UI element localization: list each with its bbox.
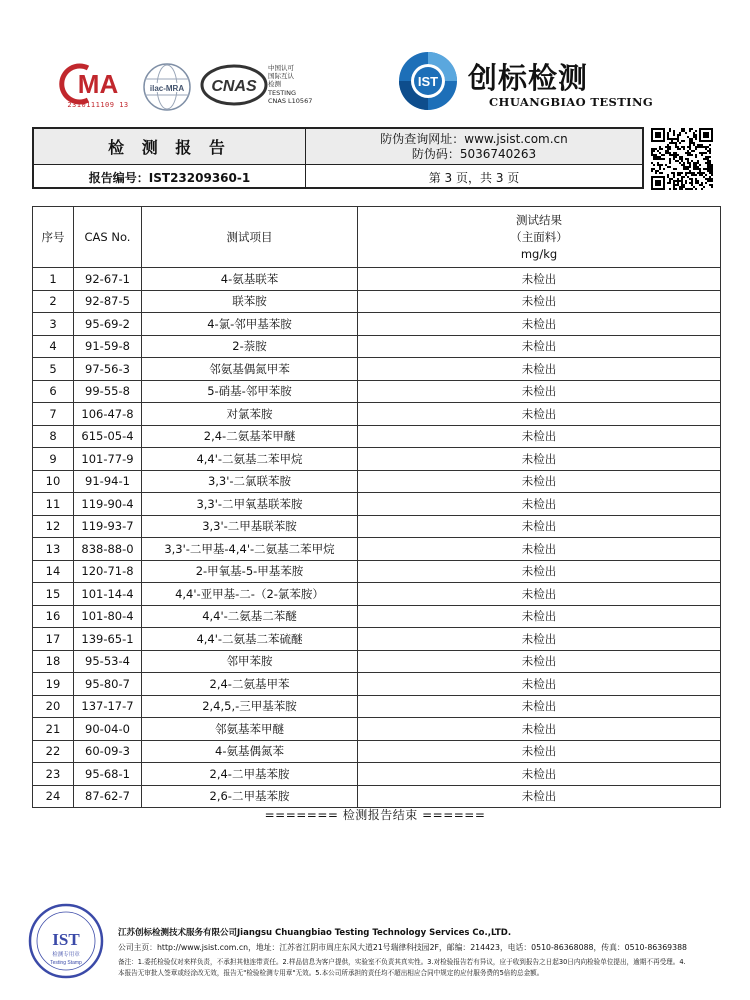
ilac-mra-logo (142, 62, 192, 112)
cell-cas: 95-69-2 (74, 313, 142, 336)
table-row (33, 628, 721, 651)
cell-cas: 101-80-4 (74, 605, 142, 628)
page-info: 第 3 页，共 3 页 (428, 170, 520, 185)
cell-result: 未检出 (358, 313, 721, 336)
cell-cas: 91-59-8 (74, 335, 142, 358)
cell-result: 未检出 (358, 538, 721, 561)
cell-no: 7 (33, 403, 74, 426)
table-row (33, 403, 721, 426)
cell-result: 未检出 (358, 605, 721, 628)
table-row (33, 560, 721, 583)
cell-item: 邻氨基苯甲醚 (142, 718, 358, 741)
verification-info (306, 129, 642, 165)
header-cas: CAS No. (74, 207, 142, 268)
cell-no: 10 (33, 470, 74, 493)
table-row (33, 358, 721, 381)
cell-cas: 99-55-8 (74, 380, 142, 403)
cell-item: 4,4'-二氨基二苯甲烷 (142, 448, 358, 471)
brand-name-en: CHUANGBIAO TESTING (489, 95, 654, 109)
cell-no: 12 (33, 515, 74, 538)
cell-no: 2 (33, 290, 74, 313)
cell-no: 9 (33, 448, 74, 471)
cell-item: 2-甲氧基-5-甲基苯胺 (142, 560, 358, 583)
cell-cas: 91-94-1 (74, 470, 142, 493)
report-end-marker: ======= 检测报告结束 ====== (264, 808, 486, 822)
report-header-box (32, 127, 644, 189)
header-result: 测试结果 （主面料） mg/kg (358, 207, 721, 268)
svg-text:Testing Stamp: Testing Stamp (50, 960, 82, 966)
cell-result: 未检出 (358, 718, 721, 741)
cell-item: 邻氨基偶氮甲苯 (142, 358, 358, 381)
cell-cas: 615-05-4 (74, 425, 142, 448)
cell-no: 3 (33, 313, 74, 336)
cell-result: 未检出 (358, 268, 721, 291)
header-no: 序号 (33, 207, 74, 268)
cell-result: 未检出 (358, 695, 721, 718)
cell-no: 14 (33, 560, 74, 583)
table-row (33, 493, 721, 516)
brand-name-cn: 创标检测 (468, 61, 589, 95)
table-row (33, 515, 721, 538)
cell-item: 2,4-二氨基甲苯 (142, 673, 358, 696)
svg-text:检测专用章: 检测专用章 (52, 952, 80, 958)
cell-no: 16 (33, 605, 74, 628)
header-item: 测试项目 (142, 207, 358, 268)
table-row (33, 538, 721, 561)
cell-result: 未检出 (358, 470, 721, 493)
report-title: 检 测 报 告 (34, 129, 306, 165)
cell-item: 3,3'-二甲基联苯胺 (142, 515, 358, 538)
cell-result: 未检出 (358, 403, 721, 426)
cell-result: 未检出 (358, 335, 721, 358)
cell-result: 未检出 (358, 448, 721, 471)
cell-item: 对氯苯胺 (142, 403, 358, 426)
footer-note-line1: 备注：1.委托检验仅对来样负责，不承担其他连带责任。2.样品信息为客户提供，实验室不负责其真实性。3.对检验报告若有异议，应于收到报告之日起30日内向检验单位提出，逾期不再受理。4. (118, 958, 686, 966)
table-row (33, 313, 721, 336)
cell-item: 4,4'-二氨基二苯硫醚 (142, 628, 358, 651)
table-row (33, 605, 721, 628)
cell-no: 13 (33, 538, 74, 561)
cell-cas: 137-17-7 (74, 695, 142, 718)
cell-no: 21 (33, 718, 74, 741)
cell-result: 未检出 (358, 493, 721, 516)
cell-cas: 95-53-4 (74, 650, 142, 673)
company-seal-icon (28, 903, 104, 979)
cnas-logo (200, 64, 268, 106)
cell-item: 3,3'-二氯联苯胺 (142, 470, 358, 493)
cell-no: 17 (33, 628, 74, 651)
table-row (33, 470, 721, 493)
table-row (33, 673, 721, 696)
cell-no: 22 (33, 740, 74, 763)
table-row (33, 583, 721, 606)
svg-text:IST: IST (417, 74, 439, 89)
svg-text:ilac-MRA: ilac-MRA (149, 84, 185, 93)
cnas-accreditation-text: 中国认可 国际互认 检测 TESTING CNAS L10567 (268, 64, 313, 105)
cell-item: 2,6-二甲基苯胺 (142, 785, 358, 808)
cell-item: 4,4'-亚甲基-二-（2-氯苯胺） (142, 583, 358, 606)
cell-result: 未检出 (358, 380, 721, 403)
cell-result: 未检出 (358, 290, 721, 313)
cell-cas: 90-04-0 (74, 718, 142, 741)
cell-item: 4-氨基偶氮苯 (142, 740, 358, 763)
table-row (33, 763, 721, 786)
cell-cas: 106-47-8 (74, 403, 142, 426)
cell-cas: 95-68-1 (74, 763, 142, 786)
cell-cas: 838-88-0 (74, 538, 142, 561)
cma-number: 2310111109 13 (67, 101, 129, 109)
svg-text:IST: IST (52, 930, 80, 949)
cell-cas: 101-14-4 (74, 583, 142, 606)
cell-no: 5 (33, 358, 74, 381)
table-row (33, 448, 721, 471)
cell-no: 20 (33, 695, 74, 718)
cell-cas: 95-80-7 (74, 673, 142, 696)
report-number: 报告编号：IST23209360-1 (34, 165, 306, 189)
cell-cas: 97-56-3 (74, 358, 142, 381)
cell-cas: 60-09-3 (74, 740, 142, 763)
cell-cas: 101-77-9 (74, 448, 142, 471)
table-header-row (33, 207, 721, 268)
table-row (33, 268, 721, 291)
cell-cas: 87-62-7 (74, 785, 142, 808)
cell-no: 11 (33, 493, 74, 516)
cell-item: 联苯胺 (142, 290, 358, 313)
cell-item: 5-硝基-邻甲苯胺 (142, 380, 358, 403)
cell-result: 未检出 (358, 628, 721, 651)
cell-result: 未检出 (358, 358, 721, 381)
table-row (33, 718, 721, 741)
footer-note-line2: 本报告无审批人签章或经涂改无效，报告无"检验检测专用章"无效。5.本公司所承担的责任均不超出相应合同中规定的应付服务费的5倍的总金额。 (118, 969, 544, 977)
svg-text:CNAS: CNAS (211, 78, 257, 95)
cell-result: 未检出 (358, 560, 721, 583)
cell-no: 18 (33, 650, 74, 673)
cell-no: 19 (33, 673, 74, 696)
cell-result: 未检出 (358, 785, 721, 808)
verify-site: 防伪查询网址：www.jsist.com.cn (380, 132, 568, 146)
cell-item: 2,4-二甲基苯胺 (142, 763, 358, 786)
cell-item: 4-氯-邻甲基苯胺 (142, 313, 358, 336)
ist-logo (397, 50, 459, 112)
cell-cas: 119-90-4 (74, 493, 142, 516)
footer-company-name: 江苏创标检测技术服务有限公司Jiangsu Chuangbiao Testing Technology Services Co.,LTD. (118, 928, 512, 938)
cell-cas: 92-87-5 (74, 290, 142, 313)
cell-no: 24 (33, 785, 74, 808)
table-row (33, 740, 721, 763)
svg-text:MA: MA (77, 69, 119, 99)
cell-result: 未检出 (358, 673, 721, 696)
cell-cas: 120-71-8 (74, 560, 142, 583)
qr-code-icon (651, 128, 713, 190)
cell-item: 2,4,5,-三甲基苯胺 (142, 695, 358, 718)
table-row (33, 425, 721, 448)
cell-item: 4,4'-二氨基二苯醚 (142, 605, 358, 628)
cell-result: 未检出 (358, 763, 721, 786)
footer-contact-info: 公司主页：http://www.jsist.com.cn，地址：江苏省江阴市周庄东风大道21号瑞律科技园2F，邮编：214423，电话：0510-86368088，传真：0510-86369388 (118, 943, 688, 952)
table-row (33, 380, 721, 403)
cell-result: 未检出 (358, 740, 721, 763)
cell-item: 3,3'-二甲氧基联苯胺 (142, 493, 358, 516)
cell-item: 3,3'-二甲基-4,4'-二氨基二苯甲烷 (142, 538, 358, 561)
cell-item: 4-氨基联苯 (142, 268, 358, 291)
cell-no: 1 (33, 268, 74, 291)
verify-code: 防伪码：5036740263 (411, 147, 537, 161)
cell-result: 未检出 (358, 425, 721, 448)
table-row (33, 290, 721, 313)
table-row (33, 785, 721, 808)
table-row (33, 695, 721, 718)
cell-no: 4 (33, 335, 74, 358)
cell-cas: 119-93-7 (74, 515, 142, 538)
cell-result: 未检出 (358, 515, 721, 538)
cell-no: 8 (33, 425, 74, 448)
cell-item: 2,4-二氨基苯甲醚 (142, 425, 358, 448)
table-row (33, 335, 721, 358)
cell-no: 6 (33, 380, 74, 403)
table-row (33, 650, 721, 673)
cell-result: 未检出 (358, 583, 721, 606)
cell-no: 15 (33, 583, 74, 606)
cell-cas: 139-65-1 (74, 628, 142, 651)
cell-no: 23 (33, 763, 74, 786)
cell-item: 邻甲苯胺 (142, 650, 358, 673)
cell-item: 2-萘胺 (142, 335, 358, 358)
results-table (32, 206, 721, 808)
cell-result: 未检出 (358, 650, 721, 673)
cell-cas: 92-67-1 (74, 268, 142, 291)
